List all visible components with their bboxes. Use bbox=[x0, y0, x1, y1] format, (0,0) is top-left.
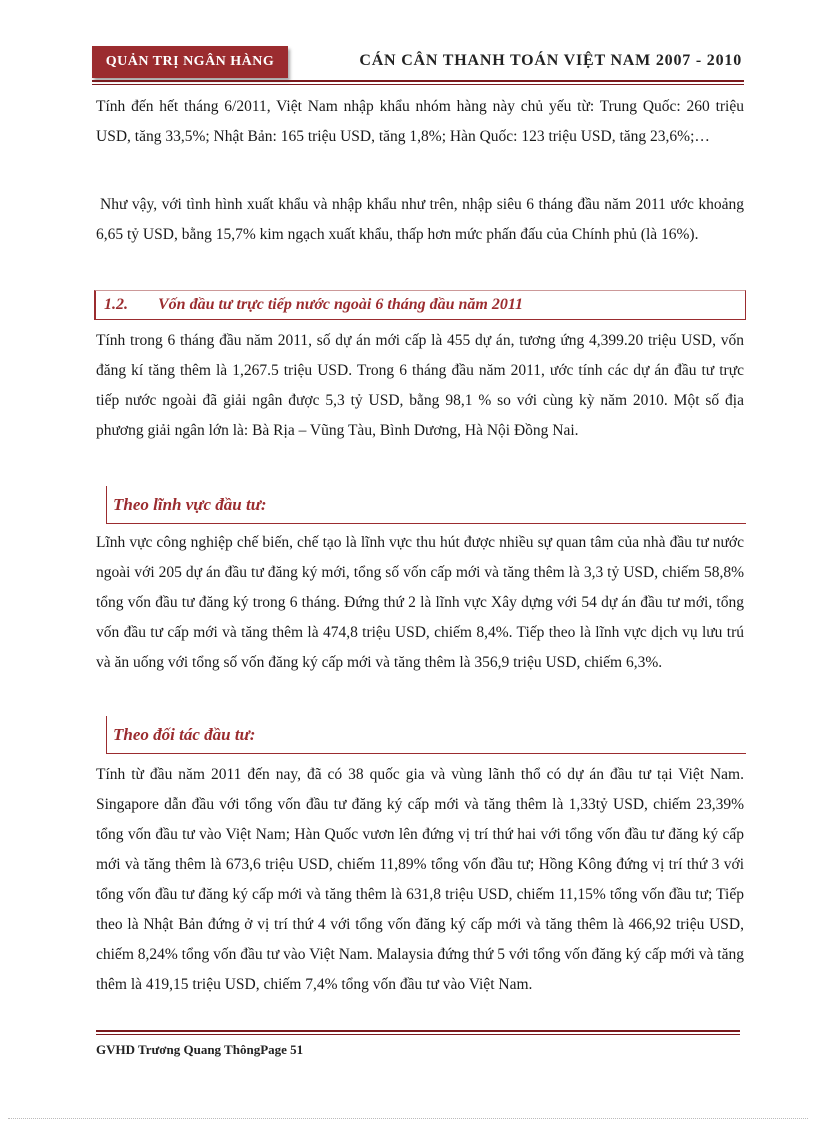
subheading-by-sector: Theo lĩnh vực đầu tư: bbox=[106, 486, 746, 524]
section-heading bbox=[94, 290, 746, 320]
section-title: Vốn đầu tư trực tiếp nước ngoài 6 tháng đầu năm 2011 bbox=[158, 296, 523, 313]
paragraph-trade-deficit: Như vậy, với tình hình xuất khẩu và nhập khẩu như trên, nhập siêu 6 tháng đầu năm 2011 ước khoảng 6,65 tỷ USD, bằng 15,7% kim ngạch xuất khẩu, thấp hơn mức phấn đấu của Chính phủ (là 16%). bbox=[96, 196, 744, 243]
header-rule bbox=[92, 80, 744, 82]
paragraph-fdi-overview: Tính trong 6 tháng đầu năm 2011, số dự án mới cấp là 455 dự án, tương ứng 4,399.20 triệu USD, vốn đăng kí tăng thêm là 1,267.5 triệu USD. Trong 6 tháng đầu năm 2011, ước tính các dự án đầu tư trực tiếp nước ngoài đã giải ngân được 5,3 tỷ USD, bằng 98,1 % so với cùng kỳ năm 2010. Một số địa phương giải ngân lớn là: Bà Rịa – Vũng Tàu, Bình Dương, Hà Nội Đồng Nai. bbox=[96, 332, 744, 439]
subheading-by-partner: Theo đối tác đầu tư: bbox=[106, 716, 746, 754]
paragraph-by-partner: Tính từ đầu năm 2011 đến nay, đã có 38 quốc gia và vùng lãnh thổ có dự án đầu tư tại Việt Nam. Singapore dẫn đầu với tổng vốn đầu tư đăng ký cấp mới và tăng thêm là 1,33tỷ USD, chiếm 23,39% tổng vốn đầu tư vào Việt Nam; Hàn Quốc vươn lên đứng vị trí thứ hai với tổng vốn đầu tư đăng ký cấp mới và tăng thêm là 673,6 triệu USD, chiếm 11,89% tổng vốn đầu tư; Hồng Kông đứng vị trí thứ 3 với tổng vốn đầu tư đăng ký cấp mới và tăng thêm là 631,8 triệu USD, chiếm 11,15% tổng vốn đầu tư; Tiếp theo là Nhật Bản đứng ở vị trí thứ 4 với tổng vốn đăng ký cấp mới và tăng thêm là 466,92 triệu USD, chiếm 8,24% tổng vốn đầu tư vào Việt Nam. Malaysia đứng thứ 5 với tổng vốn đăng ký cấp mới và tăng thêm là 419,15 triệu USD, chiếm 7,4% tổng vốn đầu tư vào Việt Nam. bbox=[96, 766, 744, 993]
footer-page-label: GVHD Trương Quang ThôngPage 51 bbox=[96, 1042, 304, 1057]
header-section-badge: QUẢN TRỊ NGÂN HÀNG bbox=[92, 46, 288, 78]
header-title: CÁN CÂN THANH TOÁN VIỆT NAM 2007 - 2010 bbox=[359, 52, 742, 69]
footer-rule-thin bbox=[96, 1034, 740, 1035]
paragraph-import-sources: Tính đến hết tháng 6/2011, Việt Nam nhập khẩu nhóm hàng này chủ yếu từ: Trung Quốc: 260 triệu USD, tăng 33,5%; Nhật Bản: 165 triệu USD, tăng 1,8%; Hàn Quốc: 123 triệu USD, tăng 23,6%;… bbox=[96, 98, 744, 145]
footer-rule bbox=[96, 1030, 740, 1032]
paragraph-by-sector: Lĩnh vực công nghiệp chế biến, chế tạo là lĩnh vực thu hút được nhiều sự quan tâm của nhà đầu tư nước ngoài với 205 dự án đầu tư đăng ký mới, tổng số vốn cấp mới và tăng thêm là 3,3 tỷ USD, chiếm 58,8% tổng vốn đầu tư đăng ký trong 6 tháng. Đứng thứ 2 là lĩnh vực Xây dựng với 54 dự án đầu tư mới, tổng vốn đầu tư cấp mới và tăng thêm là 474,8 triệu USD, chiếm 8,4%. Tiếp theo là lĩnh vực dịch vụ lưu trú và ăn uống với tổng số vốn đăng ký cấp mới và tăng thêm là 356,9 triệu USD, chiếm 6,3%. bbox=[96, 534, 744, 671]
header-rule-thin bbox=[92, 84, 744, 85]
page-edge bbox=[8, 1118, 808, 1119]
section-number: 1.2. bbox=[104, 296, 128, 313]
